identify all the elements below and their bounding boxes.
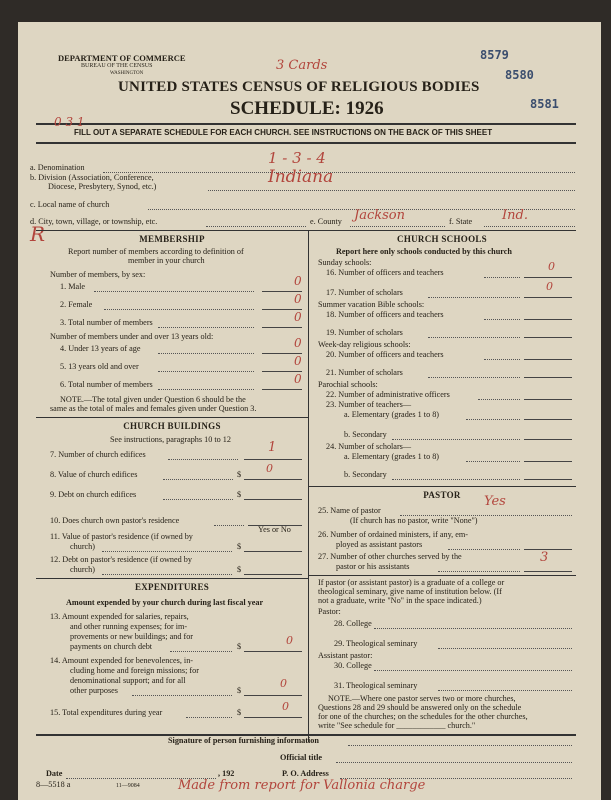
buildings-title: CHURCH BUILDINGS [123,421,221,431]
hw-payments: 0 [286,634,293,647]
q4-under13: 4. Under 13 years of age [60,344,141,353]
q27-a: 27. Number of other churches served by the [318,552,462,561]
q14-a: 14. Amount expended for benevolences, in- [50,656,194,665]
buildings-intro: See instructions, paragraphs 10 to 12 [110,435,231,444]
schedule-title: SCHEDULE: 1926 [230,98,384,119]
q24b: b. Secondary [344,470,387,479]
schools-intro: Report here only schools conducted by this church [336,247,512,256]
q18: 18. Number of officers and teachers [326,310,444,319]
q11-box[interactable] [244,542,302,552]
q10-residence: 10. Does church own pastor's residence [50,516,180,525]
q14-c: denominational support; and for all [70,676,186,685]
q13-b: and other running expenses; for im- [70,622,188,631]
official-title-label: Official title [280,753,323,762]
q25: 25. Name of pastor [318,506,381,515]
hw-r-mark: R [30,222,46,246]
q22: 22. Number of administrative officers [326,390,450,399]
hw-division: Indiana [268,167,334,187]
expenditures-title: EXPENDITURES [134,582,210,592]
hw-total-13: 0 [294,372,302,386]
q13-a: 13. Amount expended for salaries, repairs, [50,612,189,621]
signature-label: Signature of person furnishing information [168,736,319,745]
hw-footer-note: Made from report for Vallonia charge [178,778,426,793]
q5-over13: 5. 13 years old and over [60,362,139,371]
q21-box[interactable] [524,368,572,378]
membership-note-2: same as the total of males and females given under Question 3. [50,404,257,413]
q26-box[interactable] [524,540,572,550]
q29-line[interactable] [438,648,572,649]
field-local-name: c. Local name of church [30,200,110,209]
field-county: e. County [310,217,342,226]
schools-title: CHURCH SCHOOLS [397,234,487,244]
q11-value-b: church) [70,542,96,551]
field-city: d. City, town, village, or township, etc. [30,217,158,226]
q15-total: 15. Total expenditures during year [50,708,163,717]
hw-sunday-officers: 0 [548,260,555,273]
hw-total-members: 0 [294,310,302,324]
membership-age-label: Number of members under and over 13 years old: [50,332,214,341]
division-line[interactable] [208,190,575,191]
pastor-note-1: NOTE.—Where one pastor serves two or more churches, [328,694,516,703]
asst-label: Assistant pastor: [318,651,373,660]
q31: 31. Theological seminary [334,681,418,690]
q20: 20. Number of officers and teachers [326,350,444,359]
date-label: Date [46,769,63,778]
grad-note-2: theological seminary, give name of institution below. (If [318,587,502,596]
expenditures-intro: Amount expended by your church during last fiscal year [66,598,264,607]
hw-benevolences: 0 [280,677,287,690]
q18-box[interactable] [524,310,572,320]
city-line[interactable] [206,226,306,227]
q31-line[interactable] [438,690,572,691]
q25-note: (If church has no pastor, write "None") [350,516,478,525]
hw-edifices-num: 1 [268,440,277,455]
pastor-label: Pastor: [318,607,341,616]
hw-edifices-value: 0 [266,462,273,475]
hw-state: Ind. [502,208,528,223]
q3-total: 3. Total number of members [60,318,153,327]
q19: 19. Number of scholars [326,328,403,337]
hw-denomination: 1 - 3 - 4 [268,149,326,167]
q23: 23. Number of teachers— [326,400,412,409]
header-rule [36,123,576,125]
q12-debt-a: 12. Debt on pastor's residence (if owned by [50,555,192,564]
pastor-note-4: write "See schedule for ____________ church." [318,721,476,730]
instruction-line: FILL OUT A SEPARATE SCHEDULE FOR EACH CHURCH. SEE INSTRUCTIONS ON THE BACK OF THIS SHEET [74,128,493,137]
field-division-2: Diocese, Presbytery, Synod, etc.) [48,182,157,191]
city-label: WASHINGTON [110,71,144,76]
q20-box[interactable] [524,350,572,360]
summer-label: Summer vacation Bible schools: [318,300,425,309]
hw-pastor-name: Yes [484,494,506,509]
q14-box[interactable] [244,686,302,696]
q9-debt: 9. Debt on church edifices [50,490,137,499]
parochial-label: Parochial schools: [318,380,378,389]
q24a: a. Elementary (grades 1 to 8) [344,452,440,461]
membership-title: MEMBERSHIP [139,234,205,244]
hw-under13: 0 [294,336,302,350]
q14-d: other purposes [70,686,118,695]
q13-c: provements or new buildings; and for [70,632,194,641]
q26-a: 26. Number of ordained ministers, if any, em- [318,530,468,539]
stamp-number-2: 8580 [505,68,534,82]
form-number-2: 11—9084 [116,783,140,789]
q13-d: payments on church debt [70,642,153,651]
q15-box[interactable] [244,708,302,718]
census-schedule-sheet: DEPARTMENT OF COMMERCE BUREAU OF THE CENSUS WASHINGTON UNITED STATES CENSUS OF RELIGIOUS BODIES SCHEDULE: 1926 FILL OUT A SEPARATE SCHEDULE FOR EACH CHURCH. SEE INSTRUCTIONS ON THE BACK OF THIS SHEET 8579 8580 8581 3 Cards 0 3 1 a. Denomination 1 - 3 - 4 b. Division (Association, Conference, Diocese, Presbytery, Synod, etc.) Indiana c. Local name of church d. City, town, village, or township, etc. e. County Jackson f. State Ind. R MEMBERSHIP Report number of members according to definition of member in your church Number of members, by sex: 1. Male 0 2. Female 0 3. Total number of members 0 Number of members under and over 13 years old: 4. Under 13 years of age 0 5. 13 years old and over 0 6. Total number of members 0 NOTE.—The total given under Question 6 should be the same as the total of males and females given under Question 3. CHURCH BUILDINGS See instructions, paragraphs 10 to 12 7. Number of church edifices 1 8. Value of church edifices $ 0 9. Debt on church edifices $ 10. Does church own pastor's residence Yes or No 11. Value of pastor's residence (if owned by church) $ 12. Debt on pastor's residence (if owned by church) $ EXPENDITURES Amount expended by your church during last fiscal year 13. Amount expended for salaries, repairs, and other running expenses; for im- provements or new buildings; and for payments on church debt $ 0 14. Amount expended for benevolences, in- cluding home and foreign missions; for denominational support; and for all other purposes $ 0 15. Total expenditures during year $ 0 CHURCH SCHOOLS Report here only schools conducted by this church Sunday schools: 16. Number of officers and teachers 0 17. Number of scholars 0 Summer vacation Bible schools: 18. Number of officers and teachers 19. Number of scholars Week-day religious schools: 20. Number of officers and teachers 21. Number of scholars Parochial schools: 22. Number of administrative officers 23. Number of teachers— a. Elementary (grades 1 to 8) b. Secondary 24. Number of scholars— a. Elementary (grades 1 to 8) b. Secondary PASTOR 25. Name of pastor Yes (If church has no pastor, write "None") 26. Number of ordained ministers, if any, em- ployed as assistant pastors 27. Number of other churches served by the pastor or his assistants 3 If pastor (or assistant pastor) is a graduate of a college or theological seminary, give name of institution below. (If not a graduate, write "No" in the space indicated.) Pastor: 28. College 29. Theological seminary Assistant pastor: 30. College 31. Theological seminary NOTE.—Where one pastor serves two or more churches, Questions 28 and 29 should be answered only on the schedule for one of the churches; on the schedules for the other churches, write "See schedule for ____________ church." Signature of person furnishing information Official title Date , 192 P. O. Address 8—5518 a 11—9084 Made from report for Vallonia charge [18,22,601,800]
sunday-label: Sunday schools: [318,258,372,267]
q30: 30. College [334,661,372,670]
grad-note-3: not a graduate, write "No" in the space indicated.) [318,596,482,605]
q21: 21. Number of scholars [326,368,403,377]
q23b-box[interactable] [524,430,572,440]
q30-line[interactable] [374,670,572,671]
weekday-label: Week-day religious schools: [318,340,411,349]
q24: 24. Number of scholars— [326,442,412,451]
q12-debt-b: church) [70,565,96,574]
yes-no-label: Yes or No [258,525,291,534]
state-line[interactable] [484,226,575,227]
membership-intro-2: member in your church [128,256,205,265]
hw-over13: 0 [294,354,302,368]
hw-female: 0 [294,292,302,306]
q14-b: cluding home and foreign missions; for [70,666,199,675]
pastor-title: PASTOR [423,490,461,500]
instruction-rule [36,142,576,144]
signature-line[interactable] [348,745,572,746]
form-number-1: 8—5518 a [36,780,71,789]
q2-female: 2. Female [60,300,93,309]
q27-b: pastor or his assistants [336,562,410,571]
stamp-number-1: 8579 [480,48,509,62]
grid-top [36,230,576,231]
official-title-line[interactable] [336,762,572,763]
q9-box[interactable] [244,490,302,500]
form-title: UNITED STATES CENSUS OF RELIGIOUS BODIES [118,79,480,95]
membership-sex-label: Number of members, by sex: [50,270,146,279]
q11-value-a: 11. Value of pastor's residence (if owned by [50,532,193,541]
dept-label: DEPARTMENT OF COMMERCE [58,53,186,63]
q22-box[interactable] [524,390,572,400]
q23a-box[interactable] [524,410,572,420]
po-label: P. O. Address [282,769,329,778]
q28: 28. College [334,619,372,628]
hw-sunday-scholars: 0 [546,280,553,293]
year-label: , 192 [218,769,235,778]
field-state: f. State [449,217,473,226]
q26-b: ployed as assistant pastors [336,540,423,549]
membership-intro-1: Report number of members according to definition of [68,247,244,256]
pastor-note-3: for one of the churches; on the schedules for the other churches, [318,712,528,721]
q7-edifices: 7. Number of church edifices [50,450,146,459]
q6-total: 6. Total number of members [60,380,153,389]
q23a: a. Elementary (grades 1 to 8) [344,410,440,419]
q12-box[interactable] [244,565,302,575]
q13-box[interactable] [244,642,302,652]
q16: 16. Number of officers and teachers [326,268,444,277]
hw-other-churches: 3 [540,550,549,565]
stamp-number-3: 8581 [530,97,559,111]
q29: 29. Theological seminary [334,639,418,648]
q1-male: 1. Male [60,282,86,291]
pastor-note-2: Questions 28 and 29 should be answered only on the schedule [318,703,522,712]
hw-county: Jackson [354,208,405,223]
field-division-1: b. Division (Association, Conference, [30,173,154,182]
q23b: b. Secondary [344,430,387,439]
hw-total-expend: 0 [282,700,289,713]
hw-code: 0 3 1 [54,115,85,129]
hw-cards: 3 Cards [276,58,328,73]
q8-value: 8. Value of church edifices [50,470,138,479]
q24b-box[interactable] [524,470,572,480]
denomination-line[interactable] [103,172,575,173]
field-denomination: a. Denomination [30,163,85,172]
hw-male: 0 [294,274,302,288]
grad-note-1: If pastor (or assistant pastor) is a graduate of a college or [318,578,505,587]
q19-box[interactable] [524,328,572,338]
membership-note-1: NOTE.—The total given under Question 6 should be the [60,395,246,404]
q8-box[interactable] [244,470,302,480]
county-line[interactable] [350,226,445,227]
q28-line[interactable] [374,628,572,629]
q17: 17. Number of scholars [326,288,403,297]
q24a-box[interactable] [524,452,572,462]
bureau-label: BUREAU OF THE CENSUS [81,63,153,69]
